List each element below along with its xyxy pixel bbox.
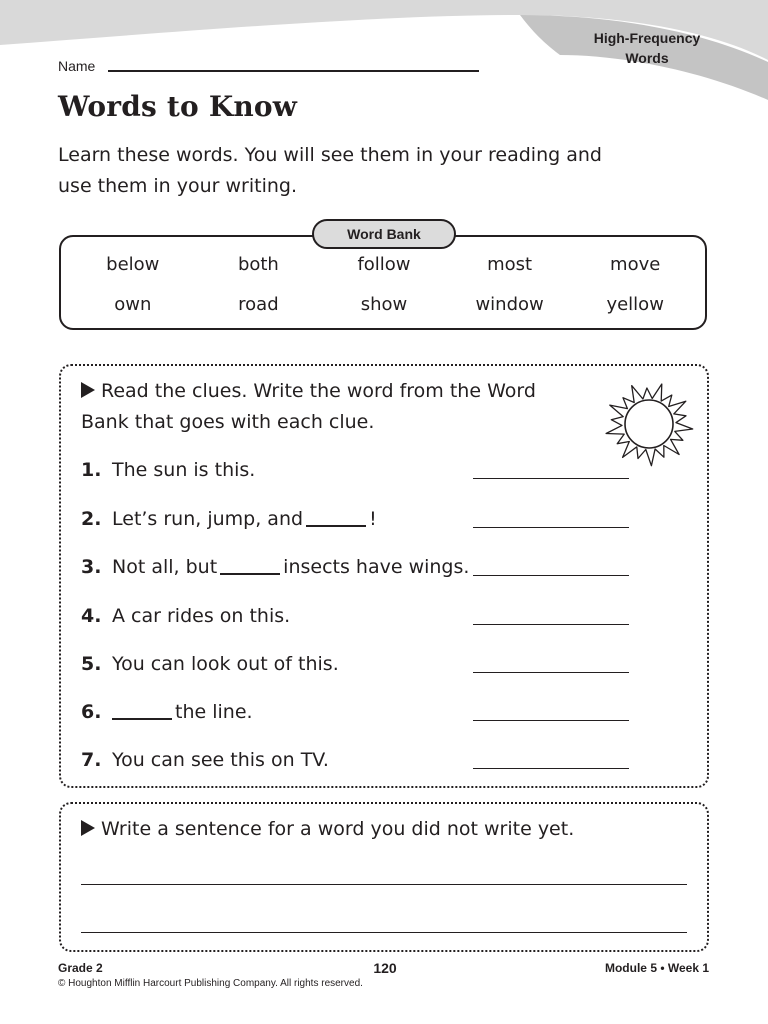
clue-3 bbox=[81, 552, 470, 582]
copyright: © Houghton Mifflin Harcourt Publishing Company. All rights reserved. bbox=[58, 978, 363, 989]
clue-text-after: ! bbox=[369, 508, 377, 530]
sentence-instruction bbox=[81, 814, 681, 845]
inline-blank bbox=[112, 700, 172, 720]
word-bank-label: Word Bank bbox=[312, 219, 456, 249]
clue-text: The sun is this. bbox=[112, 459, 256, 481]
word-bank-word: most bbox=[487, 254, 533, 275]
footer-module: Module 5 • Week 1 bbox=[604, 961, 709, 975]
section-label bbox=[582, 28, 712, 68]
answer-line-3[interactable] bbox=[473, 575, 629, 576]
name-label: Name bbox=[58, 58, 96, 74]
answer-line-4[interactable] bbox=[473, 624, 629, 625]
word-bank-word: show bbox=[360, 294, 408, 315]
clue-number: 6. bbox=[81, 701, 102, 723]
clue-number: 2. bbox=[81, 508, 102, 530]
word-bank-word: below bbox=[106, 254, 160, 275]
clue-text-after: the line. bbox=[175, 701, 253, 723]
answer-line-6[interactable] bbox=[473, 720, 629, 721]
word-bank-word: both bbox=[237, 254, 279, 275]
word-bank-word: window bbox=[475, 294, 544, 315]
clue-text: You can look out of this. bbox=[112, 653, 339, 675]
answer-line-2[interactable] bbox=[473, 527, 629, 528]
answer-line-1[interactable] bbox=[473, 478, 629, 479]
page-number: 120 bbox=[373, 960, 397, 976]
clue-text: Let’s run, jump, and bbox=[112, 508, 304, 530]
page-title: Words to Know bbox=[58, 90, 298, 123]
play-arrow-icon bbox=[81, 820, 95, 836]
writing-line-1[interactable] bbox=[81, 884, 687, 885]
footer-grade: Grade 2 bbox=[58, 961, 103, 975]
clue-text: A car rides on this. bbox=[112, 605, 291, 627]
word-bank-word: move bbox=[610, 254, 661, 275]
clues-instruction-text: Read the clues. Write the word from the Word Bank that goes with each clue. bbox=[81, 380, 536, 433]
clue-5 bbox=[81, 649, 461, 679]
clue-number: 5. bbox=[81, 653, 102, 675]
intro-text: Learn these words. You will see them in your reading and use them in your writing. bbox=[58, 144, 602, 197]
clue-text: Not all, but bbox=[112, 556, 218, 578]
clue-6 bbox=[81, 697, 461, 727]
answer-line-7[interactable] bbox=[473, 768, 629, 769]
sentence-instruction-text: Write a sentence for a word you did not write yet. bbox=[101, 818, 575, 840]
inline-blank bbox=[220, 555, 280, 575]
clue-7 bbox=[81, 745, 461, 775]
play-arrow-icon bbox=[81, 382, 95, 398]
section-label-line1: High-Frequency bbox=[593, 30, 701, 46]
clue-2 bbox=[81, 504, 461, 534]
inline-blank bbox=[306, 507, 366, 527]
writing-line-2[interactable] bbox=[81, 932, 687, 933]
sun-icon bbox=[598, 376, 700, 472]
clue-1 bbox=[81, 455, 461, 485]
word-bank-grid bbox=[70, 252, 698, 318]
clue-text-after: insects have wings. bbox=[283, 556, 470, 578]
section-label-line2: Words bbox=[625, 50, 669, 66]
word-bank-word: own bbox=[114, 294, 152, 315]
word-bank-word: follow bbox=[357, 254, 411, 275]
word-bank-word: road bbox=[238, 294, 279, 315]
clue-text: You can see this on TV. bbox=[112, 749, 329, 771]
clue-number: 7. bbox=[81, 749, 102, 771]
clue-4 bbox=[81, 601, 461, 631]
answer-line-5[interactable] bbox=[473, 672, 629, 673]
clue-number: 4. bbox=[81, 605, 102, 627]
clue-number: 3. bbox=[81, 556, 102, 578]
clue-number: 1. bbox=[81, 459, 102, 481]
name-line[interactable] bbox=[108, 70, 479, 72]
word-bank-word: yellow bbox=[606, 294, 664, 315]
clues-instruction bbox=[81, 376, 581, 438]
